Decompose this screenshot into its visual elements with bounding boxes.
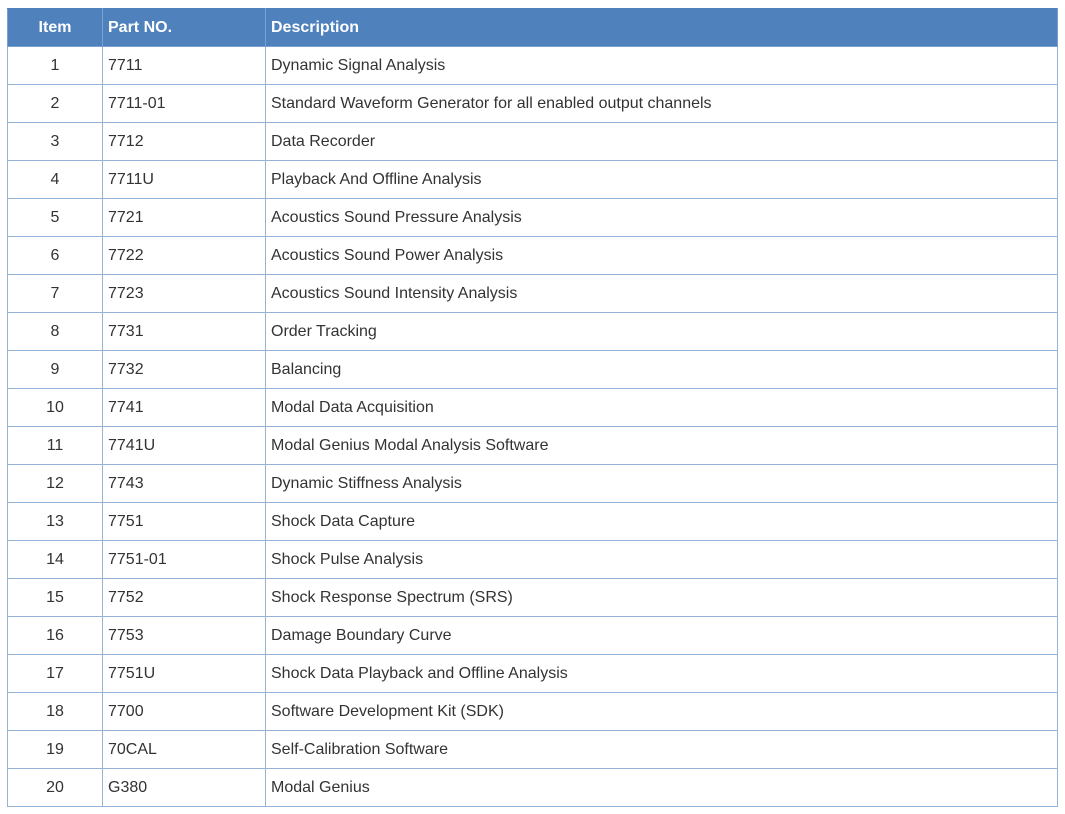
cell-part-no: 7743 <box>103 465 266 503</box>
cell-item: 17 <box>8 655 103 693</box>
cell-part-no: 7741U <box>103 427 266 465</box>
cell-item: 18 <box>8 693 103 731</box>
header-description: Description <box>266 9 1058 47</box>
cell-item: 2 <box>8 85 103 123</box>
table-row <box>8 503 1058 541</box>
cell-part-no: 7722 <box>103 237 266 275</box>
cell-part-no: 7753 <box>103 617 266 655</box>
cell-part-no: 7751U <box>103 655 266 693</box>
cell-description: Data Recorder <box>266 123 1058 161</box>
cell-description: Dynamic Signal Analysis <box>266 47 1058 85</box>
parts-table-container <box>7 8 1057 807</box>
cell-description: Balancing <box>266 351 1058 389</box>
table-row <box>8 427 1058 465</box>
table-row <box>8 275 1058 313</box>
table-row <box>8 85 1058 123</box>
table-row <box>8 313 1058 351</box>
cell-item: 16 <box>8 617 103 655</box>
cell-item: 10 <box>8 389 103 427</box>
cell-item: 5 <box>8 199 103 237</box>
cell-description: Order Tracking <box>266 313 1058 351</box>
table-row <box>8 465 1058 503</box>
cell-description: Shock Data Capture <box>266 503 1058 541</box>
cell-description: Modal Genius <box>266 769 1058 807</box>
table-row <box>8 731 1058 769</box>
cell-item: 14 <box>8 541 103 579</box>
cell-description: Self-Calibration Software <box>266 731 1058 769</box>
cell-item: 8 <box>8 313 103 351</box>
cell-part-no: 7711 <box>103 47 266 85</box>
table-header <box>8 9 1058 47</box>
cell-item: 12 <box>8 465 103 503</box>
cell-part-no: 7731 <box>103 313 266 351</box>
cell-description: Damage Boundary Curve <box>266 617 1058 655</box>
cell-part-no: 7732 <box>103 351 266 389</box>
cell-description: Acoustics Sound Intensity Analysis <box>266 275 1058 313</box>
cell-part-no: 7711-01 <box>103 85 266 123</box>
cell-description: Shock Data Playback and Offline Analysis <box>266 655 1058 693</box>
cell-description: Dynamic Stiffness Analysis <box>266 465 1058 503</box>
cell-part-no: 7751 <box>103 503 266 541</box>
cell-item: 11 <box>8 427 103 465</box>
parts-table <box>7 8 1058 807</box>
cell-description: Modal Data Acquisition <box>266 389 1058 427</box>
cell-item: 9 <box>8 351 103 389</box>
table-row <box>8 237 1058 275</box>
table-row <box>8 617 1058 655</box>
cell-part-no: 7700 <box>103 693 266 731</box>
table-row <box>8 123 1058 161</box>
cell-description: Shock Response Spectrum (SRS) <box>266 579 1058 617</box>
cell-part-no: 7711U <box>103 161 266 199</box>
cell-item: 7 <box>8 275 103 313</box>
cell-item: 19 <box>8 731 103 769</box>
cell-description: Shock Pulse Analysis <box>266 541 1058 579</box>
header-part-no: Part NO. <box>103 9 266 47</box>
cell-part-no: 7752 <box>103 579 266 617</box>
cell-item: 15 <box>8 579 103 617</box>
table-row <box>8 351 1058 389</box>
cell-description: Standard Waveform Generator for all enabled output channels <box>266 85 1058 123</box>
cell-description: Modal Genius Modal Analysis Software <box>266 427 1058 465</box>
cell-part-no: 7721 <box>103 199 266 237</box>
table-header-row <box>8 9 1058 47</box>
table-row <box>8 579 1058 617</box>
cell-part-no: 70CAL <box>103 731 266 769</box>
cell-item: 4 <box>8 161 103 199</box>
table-body <box>8 47 1058 807</box>
table-row <box>8 541 1058 579</box>
cell-item: 6 <box>8 237 103 275</box>
cell-item: 20 <box>8 769 103 807</box>
cell-part-no: 7723 <box>103 275 266 313</box>
cell-part-no: 7751-01 <box>103 541 266 579</box>
table-row <box>8 769 1058 807</box>
header-item: Item <box>8 9 103 47</box>
cell-part-no: 7712 <box>103 123 266 161</box>
cell-description: Acoustics Sound Pressure Analysis <box>266 199 1058 237</box>
cell-description: Software Development Kit (SDK) <box>266 693 1058 731</box>
table-row <box>8 389 1058 427</box>
table-row <box>8 199 1058 237</box>
cell-part-no: G380 <box>103 769 266 807</box>
cell-item: 3 <box>8 123 103 161</box>
table-row <box>8 161 1058 199</box>
cell-description: Acoustics Sound Power Analysis <box>266 237 1058 275</box>
table-row <box>8 693 1058 731</box>
cell-item: 1 <box>8 47 103 85</box>
table-row <box>8 47 1058 85</box>
cell-item: 13 <box>8 503 103 541</box>
cell-description: Playback And Offline Analysis <box>266 161 1058 199</box>
cell-part-no: 7741 <box>103 389 266 427</box>
table-row <box>8 655 1058 693</box>
